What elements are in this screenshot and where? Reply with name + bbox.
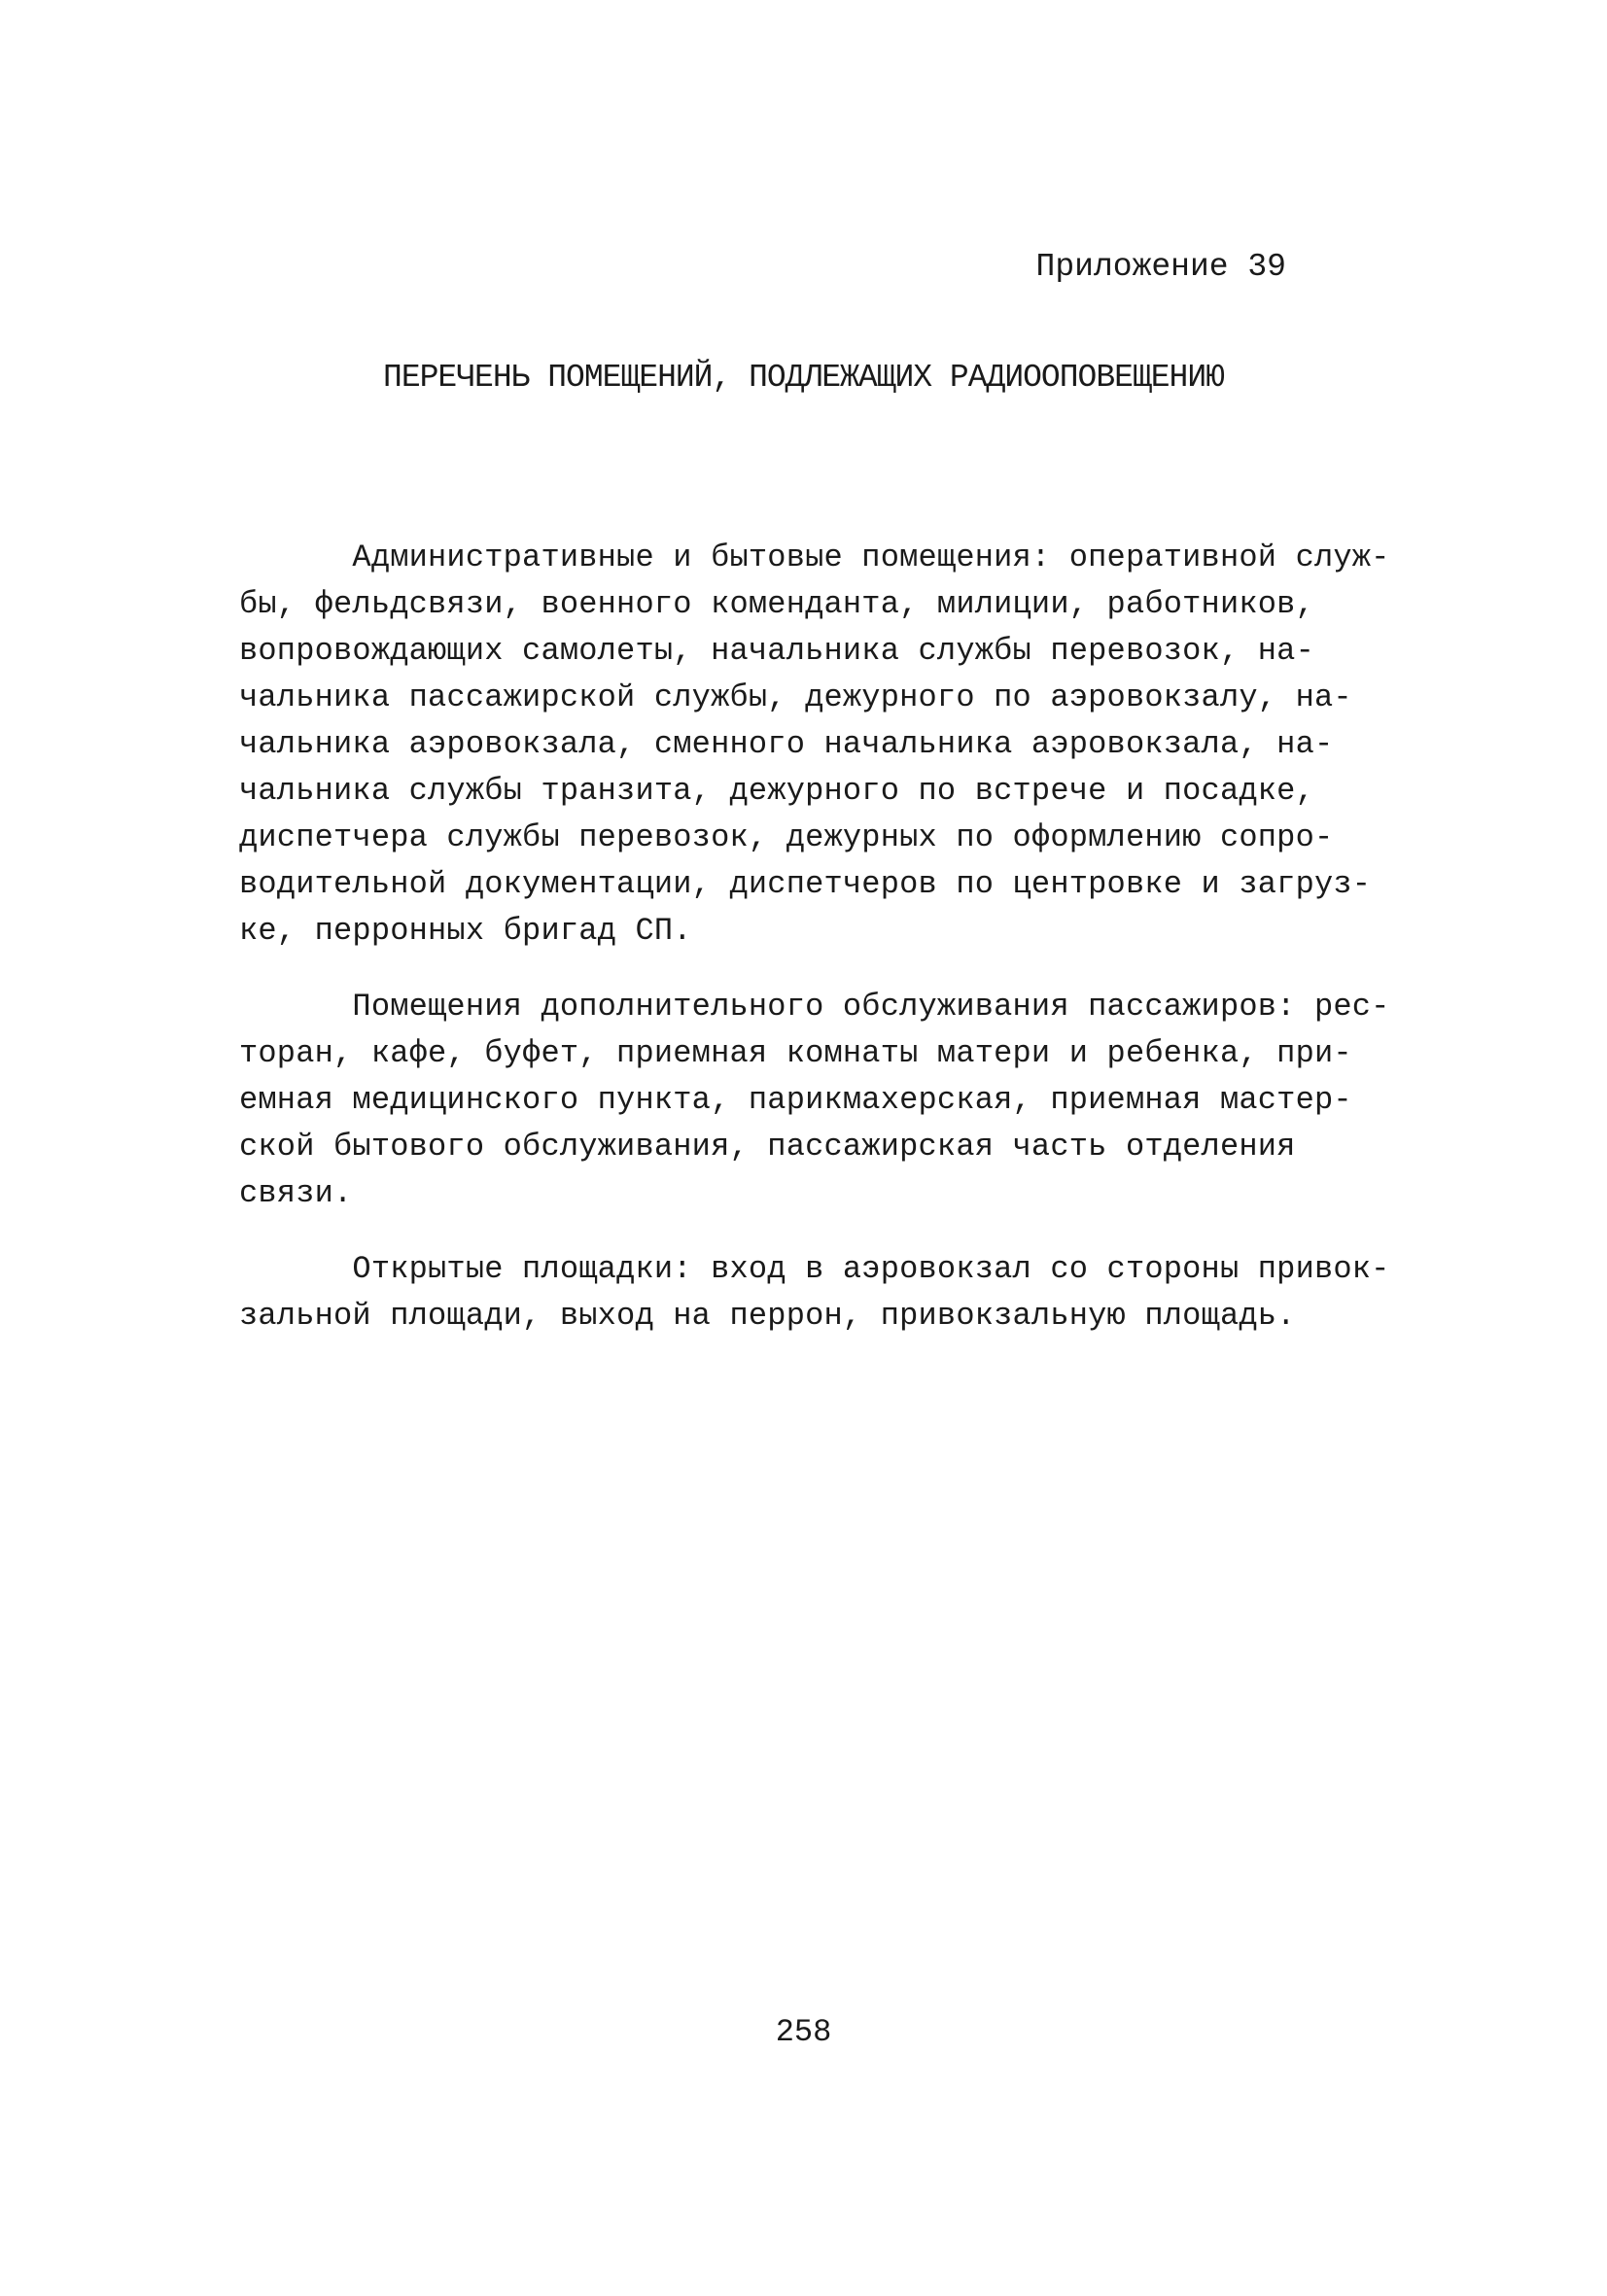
text-line: ской бытового обслуживания, пассажирская часть отделения [239,1129,1296,1165]
text-line: Административные и бытовые помещения: оперативной служ- [239,539,1390,575]
text-line: бы, фельдсвязи, военного коменданта, милиции, работников, [239,586,1314,622]
text-line: ке, перронных бригад СП. [239,913,692,949]
text-line: Открытые площадки: вход в аэровокзал со стороны привок- [239,1251,1390,1287]
text-line: Помещения дополнительного обслуживания пассажиров: рес- [239,989,1390,1025]
document-body [239,535,1390,1369]
text-line: вопровождающих самолеты, начальника службы перевозок, на- [239,633,1314,669]
document-title: ПЕРЕЧЕНЬ ПОМЕЩЕНИЙ, ПОДЛЕЖАЩИХ РАДИООПОВЕЩЕНИЮ [383,360,1224,396]
text-line: зальной площади, выход на перрон, привокзальную площадь. [239,1298,1296,1334]
paragraph-open-areas [239,1246,1390,1339]
text-line: емная медицинского пункта, парикмахерская, приемная мастер- [239,1082,1352,1118]
paragraph-administrative [239,535,1390,955]
paragraph-passenger-services [239,984,1390,1217]
text-line: торан, кафе, буфет, приемная комнаты матери и ребенка, при- [239,1035,1352,1071]
text-line: диспетчера службы перевозок, дежурных по оформлению сопро- [239,819,1334,855]
appendix-label: Приложение 39 [1035,249,1286,285]
text-line: чальника пассажирской службы, дежурного по аэровокзалу, на- [239,679,1352,715]
text-line: чальника службы транзита, дежурного по встрече и посадке, [239,773,1314,809]
text-line: водительной документации, диспетчеров по центровке и загруз- [239,866,1372,902]
text-line: связи. [239,1175,353,1211]
text-line: чальника аэровокзала, сменного начальника аэровокзала, на- [239,726,1334,762]
page-number: 258 [775,2014,832,2050]
